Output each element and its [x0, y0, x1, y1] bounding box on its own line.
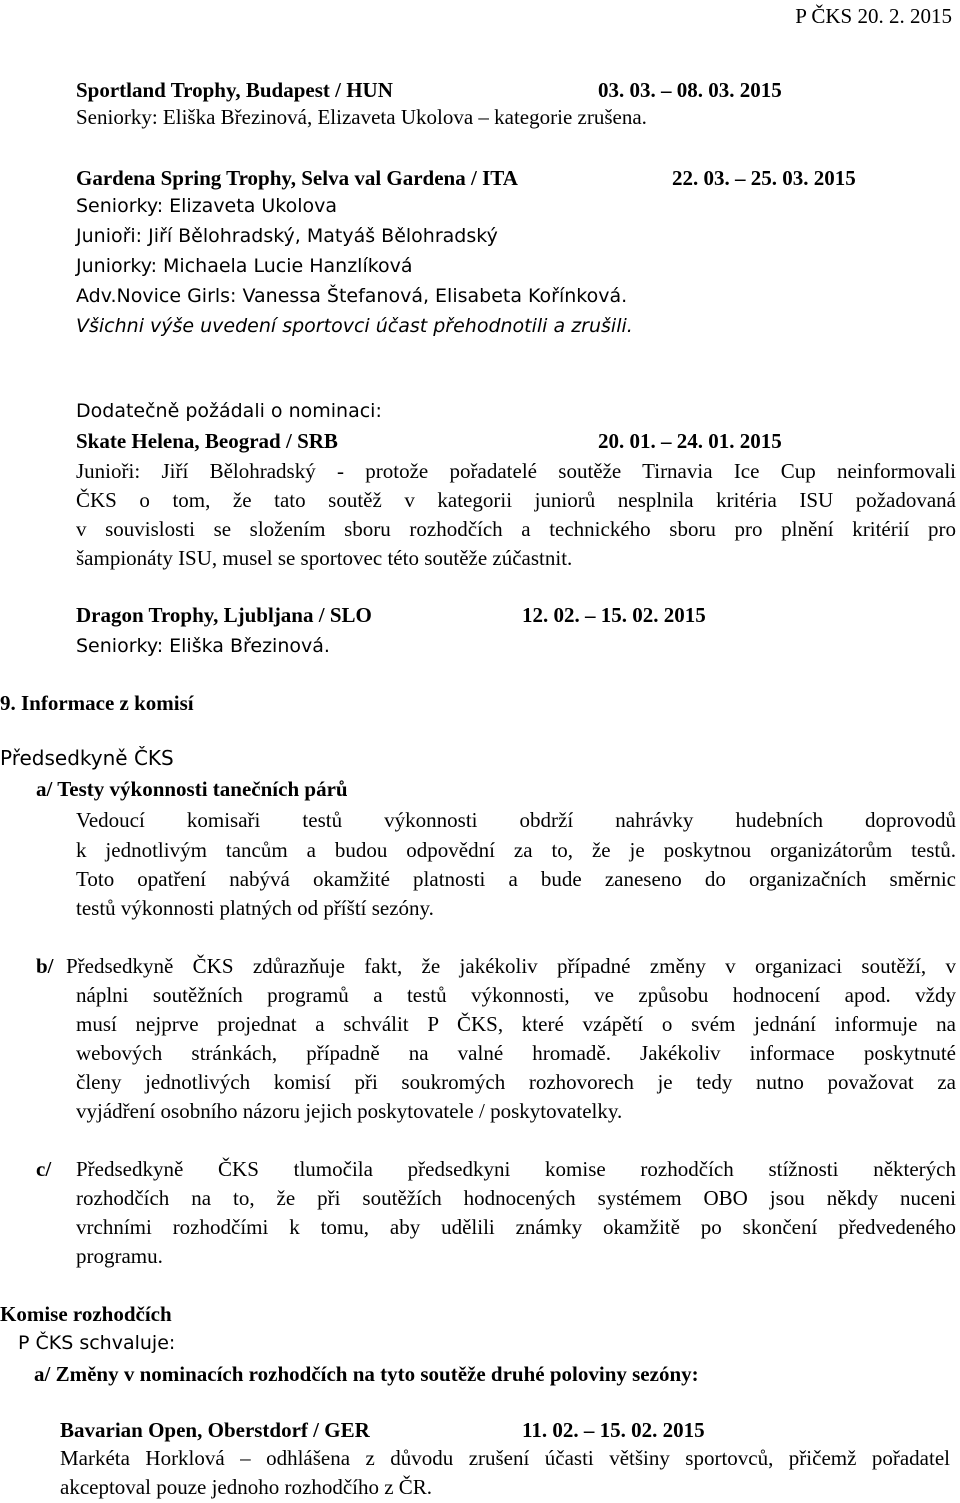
chair-c-line-3: vrchními rozhodčími k tomu, aby udělili známky okamžitě po skončení předvedeného: [76, 1215, 956, 1239]
additional-intro: Dodatečně požádali o nominaci:: [76, 400, 382, 422]
chair-b-line-1: Předsedkyně ČKS zdůrazňuje fakt, že jakékoliv případné změny v organizaci soutěží, v: [66, 954, 956, 978]
bavarian-title: Bavarian Open, Oberstdorf / GER: [60, 1418, 370, 1442]
section-heading: 9. Informace z komisí: [0, 691, 194, 715]
dragon-dates: 12. 02. – 15. 02. 2015: [522, 603, 706, 627]
chair-b-line-4: webových stránkách, případně na valné hromadě. Jakékoliv informace poskytnuté: [76, 1041, 956, 1065]
skate-helena-line-1: Junioři: Jiří Bělohradský - protože pořadatelé soutěže Tirnavia Ice Cup neinformovali: [76, 459, 956, 483]
chair-c-label: c/: [36, 1157, 52, 1181]
chair-c-line-4: programu.: [76, 1244, 163, 1268]
chair-a-line-1: Vedoucí komisaři testů výkonnosti obdrží nahrávky hudebních doprovodů: [76, 808, 956, 832]
sportland-dates: 03. 03. – 08. 03. 2015: [598, 78, 782, 102]
gardena-juniors-m: Junioři: Jiří Bělohradský, Matyáš Bělohradský: [76, 225, 498, 247]
skate-helena-line-4: šampionáty ISU, musel se sportovec této soutěže zúčastnit.: [76, 546, 573, 570]
dragon-seniors: Seniorky: Eliška Březinová.: [76, 635, 330, 657]
gardena-dates: 22. 03. – 25. 03. 2015: [672, 166, 856, 190]
chair-b-label: b/: [36, 954, 54, 978]
chair-a-line-2: k jednotlivým tancům a budou odpovědní za to, že je poskytnou organizátorům testů.: [76, 838, 956, 862]
gardena-juniors-f: Juniorky: Michaela Lucie Hanzlíková: [76, 255, 413, 277]
gardena-seniors: Seniorky: Elizaveta Ukolova: [76, 195, 338, 217]
chair-c-line-2: rozhodčích na to, že při soutěžích hodnocených systémem OBO jsou někdy nuceni: [76, 1186, 956, 1210]
judges-heading: Komise rozhodčích: [0, 1302, 172, 1326]
chair-b-line-6: vyjádření osobního názoru jejich poskytovatele / poskytovatelky.: [76, 1099, 623, 1123]
sportland-title: Sportland Trophy, Budapest / HUN: [76, 78, 393, 102]
skate-helena-dates: 20. 01. – 24. 01. 2015: [598, 429, 782, 453]
chair-c-line-1: Předsedkyně ČKS tlumočila předsedkyni komise rozhodčích stížnosti některých: [76, 1157, 956, 1181]
bavarian-line-1: Markéta Horklová – odhlášena z důvodu zrušení účasti většiny sportovců, přičemž pořadatel: [60, 1446, 950, 1470]
gardena-note: Všichni výše uvedení sportovci účast přehodnotili a zrušili.: [76, 315, 633, 337]
chair-b-line-5: členy jednotlivých komisí při soukromých rozhovorech je tedy nutno považovat za: [76, 1070, 956, 1094]
chair-a-line-3: Toto opatření nabývá okamžité platnosti a bude zaneseno do organizačních směrnic: [76, 867, 956, 891]
chair-a-heading: a/ Testy výkonnosti tanečních párů: [36, 777, 348, 801]
skate-helena-line-2: ČKS o tom, že tato soutěž v kategorii juniorů nesplnila kritéria ISU požadovaná: [76, 488, 956, 512]
gardena-novice: Adv.Novice Girls: Vanessa Štefanová, Elisabeta Kořínková.: [76, 285, 628, 307]
bavarian-line-2: akceptoval pouze jednoho rozhodčího z ČR.: [60, 1475, 433, 1499]
judges-a-heading: a/ Změny v nominacích rozhodčích na tyto soutěže druhé poloviny sezóny:: [34, 1362, 699, 1386]
bavarian-dates: 11. 02. – 15. 02. 2015: [522, 1418, 705, 1442]
chair-b-line-3: musí nejprve projednat a schválit P ČKS, které vzápětí o svém jednání informuje na: [76, 1012, 956, 1036]
chair-b-line-2: náplni soutěžních programů a testů výkonnosti, ve způsobu hodnocení apod. vždy: [76, 983, 956, 1007]
page-reference: P ČKS 20. 2. 2015: [795, 4, 952, 28]
gardena-title: Gardena Spring Trophy, Selva val Gardena / ITA: [76, 166, 518, 190]
chair-a-line-4: testů výkonnosti platných od příští sezóny.: [76, 896, 434, 920]
dragon-title: Dragon Trophy, Ljubljana / SLO: [76, 603, 372, 627]
skate-helena-line-3: v souvislosti se složením sboru rozhodčích a technického sboru pro plnění kritérií pro: [76, 517, 956, 541]
sportland-seniors: Seniorky: Eliška Březinová, Elizaveta Ukolova – kategorie zrušena.: [76, 105, 647, 129]
judges-approves: P ČKS schvaluje:: [18, 1332, 176, 1354]
chair-heading: Předsedkyně ČKS: [0, 746, 174, 770]
skate-helena-title: Skate Helena, Beograd / SRB: [76, 429, 338, 453]
